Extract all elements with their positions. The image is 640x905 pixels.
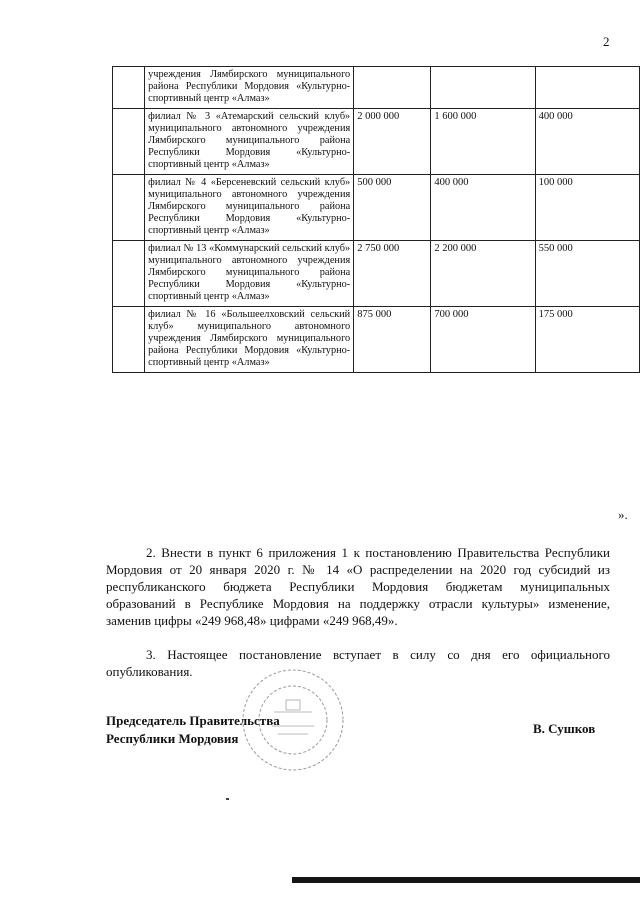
- paragraph-3-text: 3. Настоящее постановление вступает в силу со дня его официального опубликования.: [106, 647, 610, 679]
- table-cell-local: 100 000: [535, 175, 639, 241]
- table-cell-total: [354, 67, 431, 109]
- page-number: 2: [603, 34, 610, 49]
- table-cell-republic: [431, 67, 535, 109]
- signature-title-line2: Республики Мордовия: [106, 731, 239, 746]
- scan-edge-bar: [292, 877, 640, 883]
- table-cell-republic: 1 600 000: [431, 109, 535, 175]
- table-cell-republic: 400 000: [431, 175, 535, 241]
- signature-title: [106, 712, 280, 748]
- scan-dot: [226, 798, 229, 800]
- table-cell-empty: [113, 109, 145, 175]
- paragraph-2-text: 2. Внести в пункт 6 приложения 1 к постановлению Правительства Республики Мордовия от 20 января 2020 г. № 14 «О распределении на 2020 год субсидий из республиканского бюджета Республики Мордовия бюджетам муниципальных образований в Республике Мордовия на поддержку отрасли культуры» изменение, заменив цифры «249 968,48» цифрами «249 968,49».: [106, 545, 610, 628]
- table-cell-empty: [113, 241, 145, 307]
- table-cell-empty: [113, 67, 145, 109]
- table-closing-mark: ».: [618, 507, 628, 522]
- signature-title-line1: Председатель Правительства: [106, 713, 280, 728]
- budget-table: [112, 66, 640, 373]
- paragraph-2: [106, 544, 610, 629]
- table-cell-name: учреждения Лямбирского муниципального района Республики Мордовия «Культурно-спортивный центр «Алмаз»: [145, 67, 354, 109]
- table-row: [113, 109, 640, 175]
- table-cell-republic: 700 000: [431, 307, 535, 373]
- table-cell-name: филиал № 16 «Большеелховский сельский клуб» муниципального автономного учреждения Лямбирского муниципального района Республики Мордовия «Культурно-спортивный центр «Алмаз»: [145, 307, 354, 373]
- table-cell-republic: 2 200 000: [431, 241, 535, 307]
- table-cell-local: [535, 67, 639, 109]
- table-cell-total: 875 000: [354, 307, 431, 373]
- table-row: [113, 307, 640, 373]
- table-cell-total: 500 000: [354, 175, 431, 241]
- table-row: [113, 67, 640, 109]
- table-cell-name: филиал № 13 «Коммунарский сельский клуб» муниципального автономного учреждения Лямбирского муниципального района Республики Мордовия «Культурно-спортивный центр «Алмаз»: [145, 241, 354, 307]
- table-cell-local: 175 000: [535, 307, 639, 373]
- table-cell-total: 2 000 000: [354, 109, 431, 175]
- table-cell-name: филиал № 4 «Берсеневский сельский клуб» муниципального автономного учреждения Лямбирского муниципального района Республики Мордовия «Культурно-спортивный центр «Алмаз»: [145, 175, 354, 241]
- paragraph-3: [106, 646, 610, 680]
- table-row: [113, 175, 640, 241]
- table-cell-empty: [113, 175, 145, 241]
- table-cell-local: 550 000: [535, 241, 639, 307]
- table-cell-total: 2 750 000: [354, 241, 431, 307]
- table-cell-name: филиал № 3 «Атемарский сельский клуб» муниципального автономного учреждения Лямбирского муниципального района Республики Мордовия «Культурно-спортивный центр «Алмаз»: [145, 109, 354, 175]
- table-cell-empty: [113, 307, 145, 373]
- table-cell-local: 400 000: [535, 109, 639, 175]
- table-row: [113, 241, 640, 307]
- signature-name: В. Сушков: [533, 721, 596, 736]
